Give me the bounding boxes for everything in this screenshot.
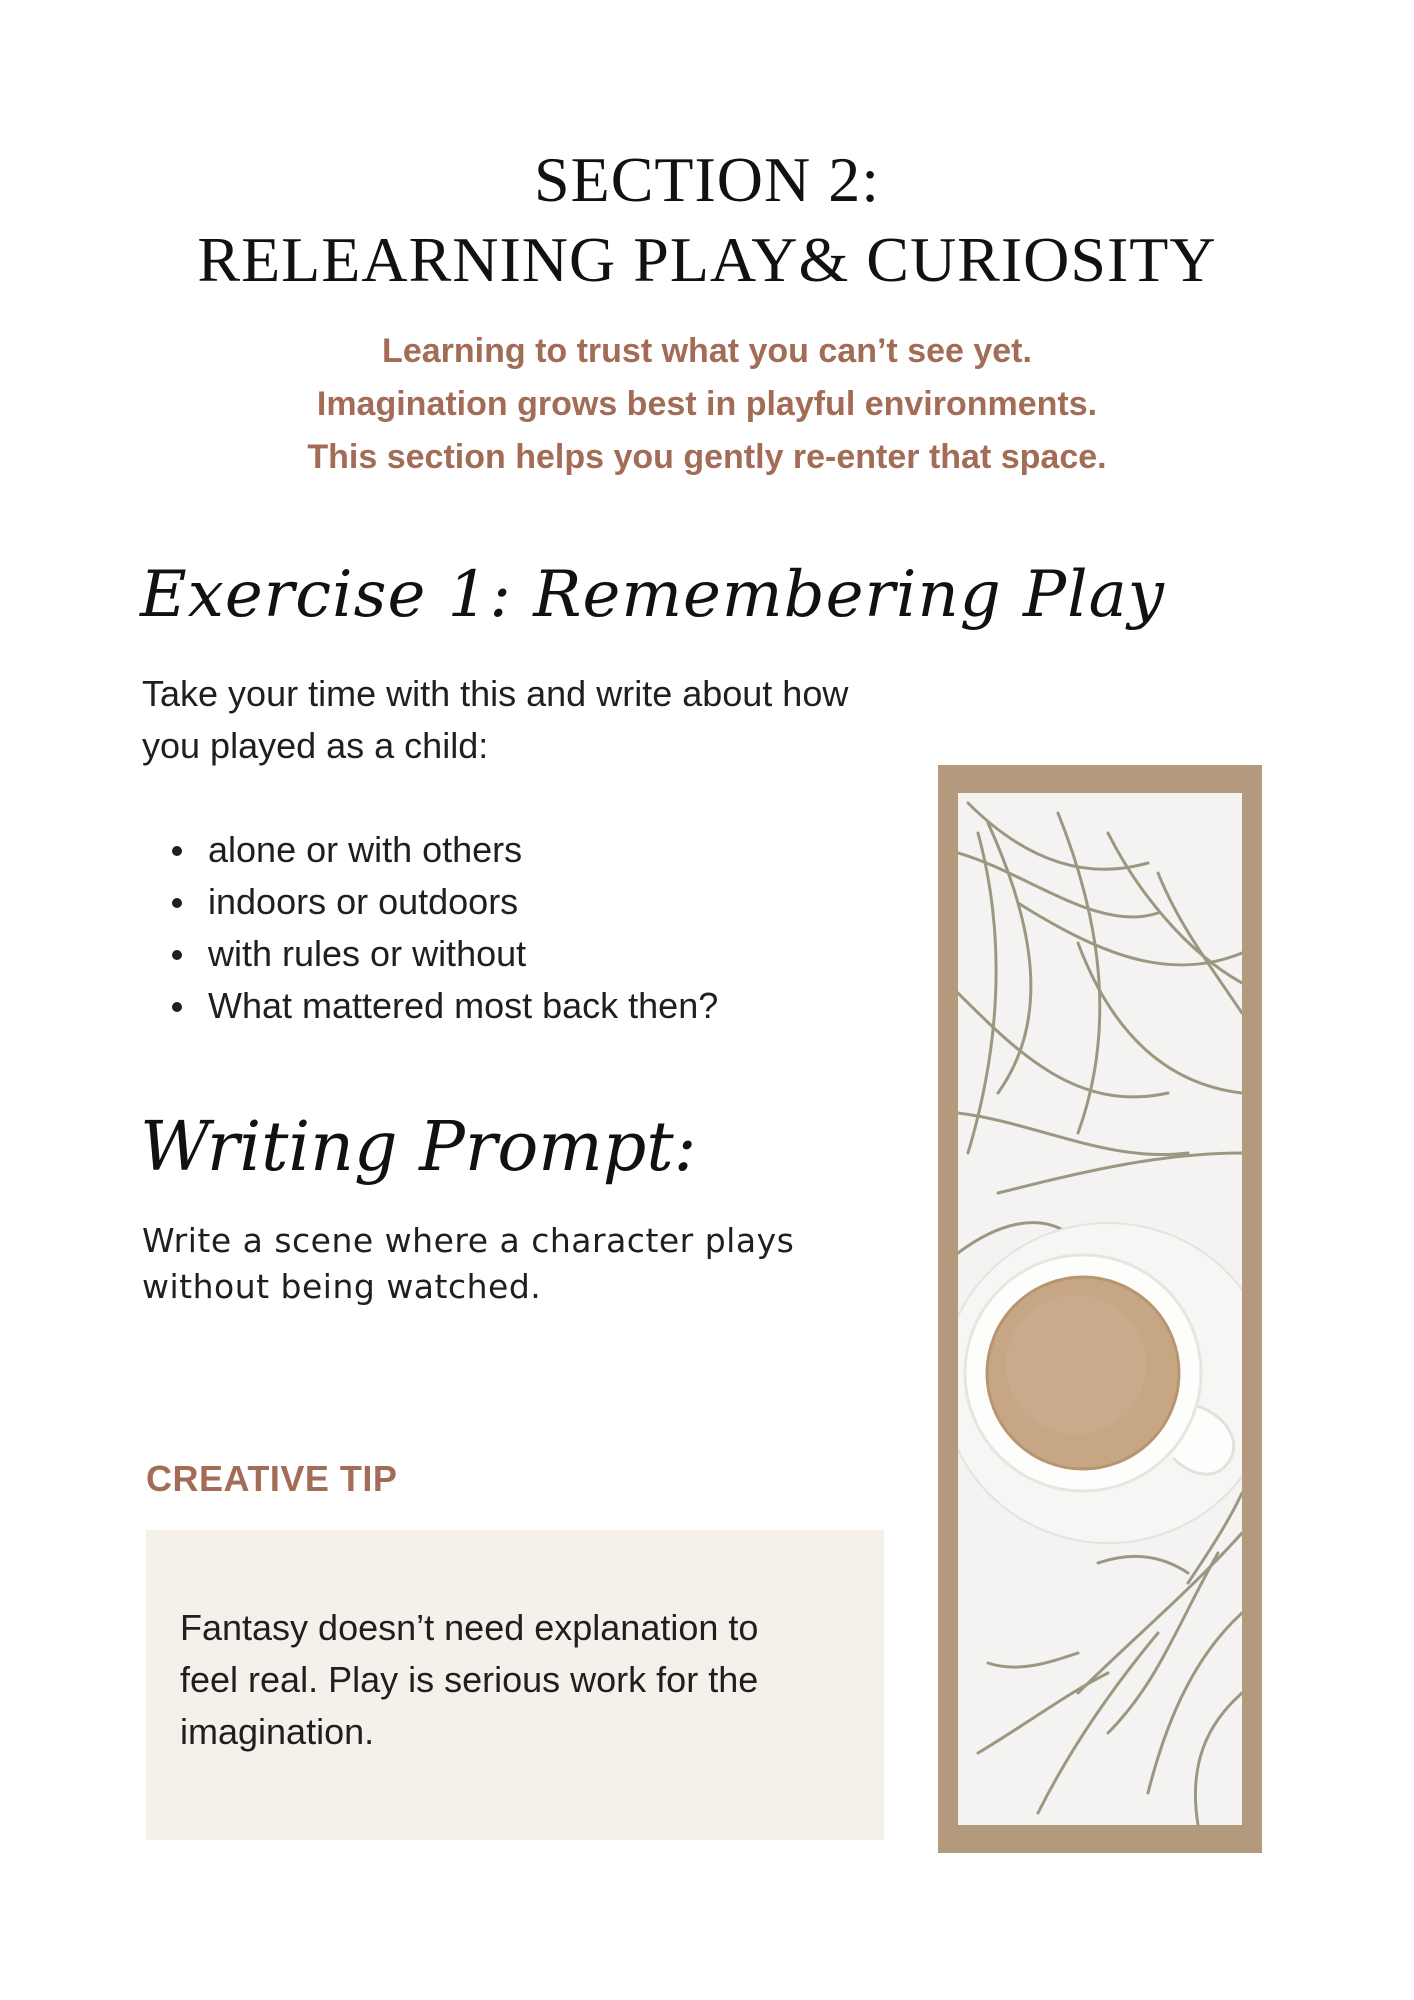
coffee-cup-image [958,793,1242,1825]
section-number: SECTION 2: [534,144,880,215]
intro-line: This section helps you gently re-enter that space. [307,438,1107,476]
exercise-bullet-list [168,824,718,1032]
list-item: indoors or outdoors [168,876,718,928]
exercise-instructions [142,668,942,772]
list-item: What mattered most back then? [168,980,718,1032]
prompt-line: without being watched. [142,1267,542,1306]
exercise-line: you played as a child: [142,725,489,766]
coffee-photo [958,793,1242,1825]
tip-line: imagination. [180,1711,375,1752]
list-item: alone or with others [168,824,718,876]
creative-tip-text [180,1602,860,1758]
exercise-heading: Exercise 1: Remembering Play [140,558,1165,632]
tip-line: Fantasy doesn’t need explanation to [180,1607,759,1648]
list-item: with rules or without [168,928,718,980]
writing-prompt-heading: Writing Prompt: [140,1108,697,1187]
photo-frame [938,765,1262,1853]
section-title: RELEARNING PLAY& CURIOSITY [197,224,1217,295]
creative-tip-label: CREATIVE TIP [146,1458,398,1499]
creative-tip-box [146,1530,884,1840]
section-intro [0,325,1414,484]
writing-prompt-text [142,1218,862,1310]
prompt-line: Write a scene where a character plays [142,1221,795,1260]
exercise-line: Take your time with this and write about how [142,673,849,714]
intro-line: Imagination grows best in playful environments. [316,385,1098,423]
page-title [0,140,1414,300]
intro-line: Learning to trust what you can’t see yet. [382,332,1032,370]
tip-line: feel real. Play is serious work for the [180,1659,759,1700]
